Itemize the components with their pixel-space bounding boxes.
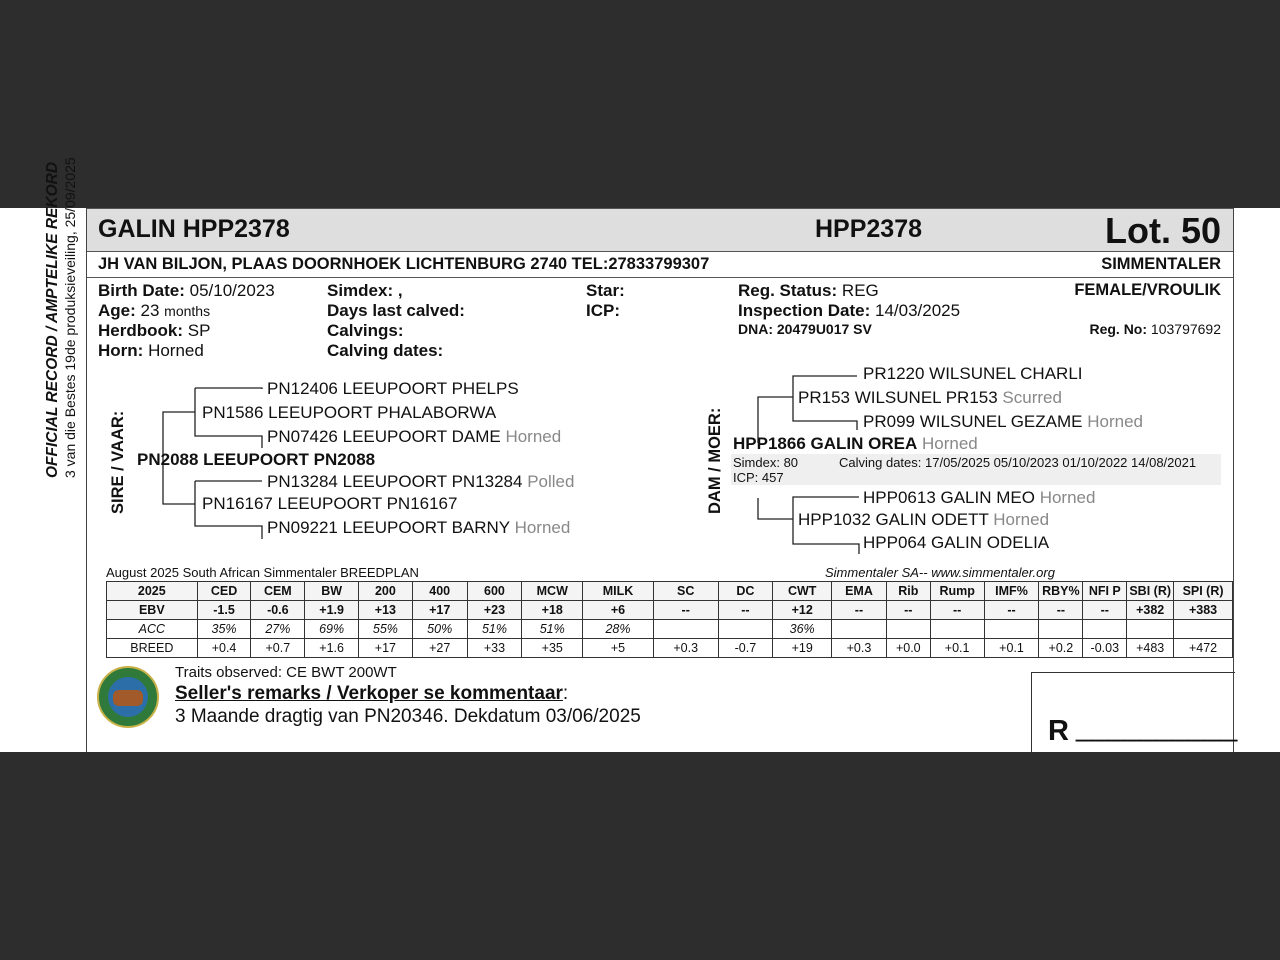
breedplan-ebv-cell: +18 — [522, 601, 583, 620]
breedplan-breed-cell: +17 — [359, 639, 413, 658]
breedplan-header-cell: RBY% — [1039, 582, 1083, 601]
breedplan-header-cell: SC — [653, 582, 718, 601]
breedplan-acc-cell: 69% — [305, 620, 359, 639]
sire-sire: PN1586 LEEUPOORT PHALABORWA — [202, 403, 497, 422]
sire-label: SIRE / VAAR: — [109, 410, 127, 514]
breedplan-acc-cell — [653, 620, 718, 639]
breedplan-header-cell: NFI P — [1083, 582, 1127, 601]
breedplan-header-row — [107, 582, 1233, 601]
breedplan-breed-cell: +0.1 — [984, 639, 1039, 658]
breedplan-ebv-cell: -0.6 — [251, 601, 305, 620]
registration-number: Reg. No: 103797692 — [1089, 321, 1221, 337]
breedplan-header-cell: EMA — [832, 582, 887, 601]
sire-name: PN2088 LEEUPOORT PN2088 — [137, 450, 376, 469]
birth-date: Birth Date: 05/10/2023 — [98, 281, 275, 300]
breedplan-breed-cell: -0.03 — [1083, 639, 1127, 658]
dam-sire-sire: PR1220 WILSUNEL CHARLI — [863, 364, 1083, 383]
dna-info: DNA: 20479U017 SV — [738, 321, 872, 337]
breedplan-acc-cell: 55% — [359, 620, 413, 639]
sire-dam-sire: PN13284 LEEUPOORT PN13284 Polled — [267, 472, 575, 491]
breedplan-acc-cell: 51% — [467, 620, 522, 639]
breedplan-header-cell: 200 — [359, 582, 413, 601]
breedplan-acc-cell: ACC — [107, 620, 198, 639]
dam-label: DAM / MOER: — [706, 407, 724, 514]
sire-sire-dam: PN07426 LEEUPOORT DAME Horned — [267, 427, 562, 446]
dam-simdex: Simdex: 80 — [733, 455, 799, 470]
traits-observed: Traits observed: CE BWT 200WT — [175, 664, 397, 681]
breedplan-breed-cell: +5 — [583, 639, 654, 658]
breedplan-source: Simmentaler SA-- www.simmentaler.org — [825, 565, 1055, 580]
breedplan-ebv-cell: -- — [1083, 601, 1127, 620]
simdex-label: Simdex: , — [327, 281, 403, 300]
breedplan-table — [106, 581, 1233, 658]
breedplan-header-cell: 600 — [467, 582, 522, 601]
breedplan-breed-cell: +0.7 — [251, 639, 305, 658]
age: Age: 23 months — [98, 301, 211, 320]
breedplan-ebv-cell: -- — [832, 601, 887, 620]
sire-sire-sire: PN12406 LEEUPOORT PHELPS — [267, 379, 519, 398]
dam-dam-dam: HPP064 GALIN ODELIA — [863, 533, 1050, 552]
breedplan-acc-cell: 35% — [197, 620, 251, 639]
breedplan-breed-cell: +33 — [467, 639, 522, 658]
auction-subtitle: 3 van die Bestes 19de produksieveiling, 25/09/2025 — [62, 157, 78, 478]
breedplan-ebv-cell: -- — [653, 601, 718, 620]
breedplan-header-cell: CED — [197, 582, 251, 601]
breedplan-breed-cell: BREED — [107, 639, 198, 658]
breedplan-header-cell: BW — [305, 582, 359, 601]
breedplan-acc-cell — [1174, 620, 1233, 639]
breedplan-breed-cell: +0.2 — [1039, 639, 1083, 658]
simmentaler-logo — [97, 666, 159, 728]
dam-dam-sire: HPP0613 GALIN MEO Horned — [863, 488, 1096, 507]
calving-dates-label: Calving dates: — [327, 341, 444, 360]
price-box[interactable] — [1031, 672, 1238, 752]
breedplan-header-cell: MILK — [583, 582, 654, 601]
breedplan-acc-cell — [1127, 620, 1174, 639]
breedplan-header-cell: 2025 — [107, 582, 198, 601]
price-currency: R — [1048, 715, 1069, 747]
breedplan-ebv-cell: -- — [886, 601, 930, 620]
catalogue-sheet — [0, 157, 1280, 752]
breedplan-ebv-cell: +23 — [467, 601, 522, 620]
breedplan-acc-cell — [718, 620, 773, 639]
breedplan-header-cell: SBI (R) — [1127, 582, 1174, 601]
breedplan-breed-cell: +483 — [1127, 639, 1174, 658]
breedplan-ebv-cell: -- — [930, 601, 984, 620]
breedplan-header-cell: SPI (R) — [1174, 582, 1233, 601]
dam-icp: ICP: 457 — [733, 470, 784, 485]
breedplan-header-cell: CEM — [251, 582, 305, 601]
breedplan-ebv-cell: +383 — [1174, 601, 1233, 620]
breedplan-ebv-cell: +6 — [583, 601, 654, 620]
sire-dam-dam: PN09221 LEEUPOORT BARNY Horned — [267, 518, 571, 537]
animal-id: HPP2378 — [815, 215, 923, 243]
herdbook: Herdbook: SP — [98, 321, 211, 340]
remarks-heading: Seller's remarks / Verkoper se kommentaar: — [175, 683, 569, 704]
official-record-title: OFFICIAL RECORD / AMPTELIKE REKORD — [44, 161, 61, 478]
breedplan-acc-cell — [1083, 620, 1127, 639]
breedplan-acc-row — [107, 620, 1233, 639]
reg-status: Reg. Status: REG — [738, 281, 879, 300]
breedplan-breed-cell: +472 — [1174, 639, 1233, 658]
breedplan-acc-cell — [1039, 620, 1083, 639]
breedplan-caption: August 2025 South African Simmentaler BREEDPLAN — [106, 565, 419, 580]
breedplan-ebv-cell: -- — [984, 601, 1039, 620]
sire-dam: PN16167 LEEUPOORT PN16167 — [202, 494, 458, 513]
owner-details: JH VAN BILJON, PLAAS DOORNHOEK LICHTENBURG 2740 TEL:27833799307 — [98, 255, 710, 273]
breedplan-breed-cell: -0.7 — [718, 639, 773, 658]
icp-label: ICP: — [586, 301, 620, 320]
star-label: Star: — [586, 281, 625, 300]
breedplan-header-cell: IMF% — [984, 582, 1039, 601]
breedplan-acc-cell: 36% — [773, 620, 832, 639]
calvings-label: Calvings: — [327, 321, 404, 340]
breedplan-breed-cell: +0.1 — [930, 639, 984, 658]
breedplan-acc-cell — [886, 620, 930, 639]
breedplan-breed-cell: +0.4 — [197, 639, 251, 658]
breedplan-header-cell: DC — [718, 582, 773, 601]
breedplan-acc-cell — [832, 620, 887, 639]
lot-card — [86, 208, 1238, 752]
breedplan-breed-cell: +19 — [773, 639, 832, 658]
inspection-date: Inspection Date: 14/03/2025 — [738, 301, 961, 320]
animal-name: GALIN HPP2378 — [98, 215, 290, 243]
breedplan-header-cell: MCW — [522, 582, 583, 601]
breedplan-header-cell: Rump — [930, 582, 984, 601]
breedplan-ebv-cell: +1.9 — [305, 601, 359, 620]
breedplan-breed-cell: +0.3 — [832, 639, 887, 658]
days-last-calved-label: Days last calved: — [327, 301, 465, 320]
breedplan-header-cell: Rib — [886, 582, 930, 601]
breedplan-breed-cell: +0.0 — [886, 639, 930, 658]
breedplan-breed-cell: +0.3 — [653, 639, 718, 658]
horn-status: Horn: Horned — [98, 341, 204, 360]
breedplan-ebv-cell: -- — [718, 601, 773, 620]
dam-details-box — [731, 454, 1221, 485]
price-line: __________ — [1076, 711, 1238, 743]
breedplan-acc-cell: 27% — [251, 620, 305, 639]
sex-label: FEMALE/VROULIK — [1074, 281, 1221, 299]
breedplan-ebv-cell: -1.5 — [197, 601, 251, 620]
breedplan-breed-row — [107, 639, 1233, 658]
breedplan-acc-cell: 51% — [522, 620, 583, 639]
dam-sire-dam: PR099 WILSUNEL GEZAME Horned — [863, 412, 1143, 431]
breedplan-acc-cell — [930, 620, 984, 639]
breedplan-acc-cell: 50% — [412, 620, 467, 639]
breedplan-ebv-cell: -- — [1039, 601, 1083, 620]
dam-dam: HPP1032 GALIN ODETT Horned — [798, 510, 1050, 529]
dam-calving-dates: Calving dates: 17/05/2025 05/10/2023 01/10/2022 14/08/2021 — [839, 455, 1197, 470]
dam-sire: PR153 WILSUNEL PR153 Scurred — [798, 388, 1062, 407]
breedplan-breed-cell: +1.6 — [305, 639, 359, 658]
breedplan-ebv-cell: +17 — [412, 601, 467, 620]
breedplan-acc-cell: 28% — [583, 620, 654, 639]
breedplan-ebv-row — [107, 601, 1233, 620]
breedplan-breed-cell: +27 — [412, 639, 467, 658]
lot-number: Lot. 50 — [1104, 210, 1221, 251]
breedplan-ebv-cell: EBV — [107, 601, 198, 620]
breedplan-ebv-cell: +382 — [1127, 601, 1174, 620]
dam-name: HPP1866 GALIN OREA Horned — [733, 434, 978, 453]
breedplan-header-cell: CWT — [773, 582, 832, 601]
breedplan-acc-cell — [984, 620, 1039, 639]
breedplan-breed-cell: +35 — [522, 639, 583, 658]
remarks-text: 3 Maande dragtig van PN20346. Dekdatum 03/06/2025 — [175, 706, 641, 727]
breedplan-ebv-cell: +12 — [773, 601, 832, 620]
breedplan-ebv-cell: +13 — [359, 601, 413, 620]
breedplan-header-cell: 400 — [412, 582, 467, 601]
breed-name: SIMMENTALER — [1101, 255, 1221, 273]
